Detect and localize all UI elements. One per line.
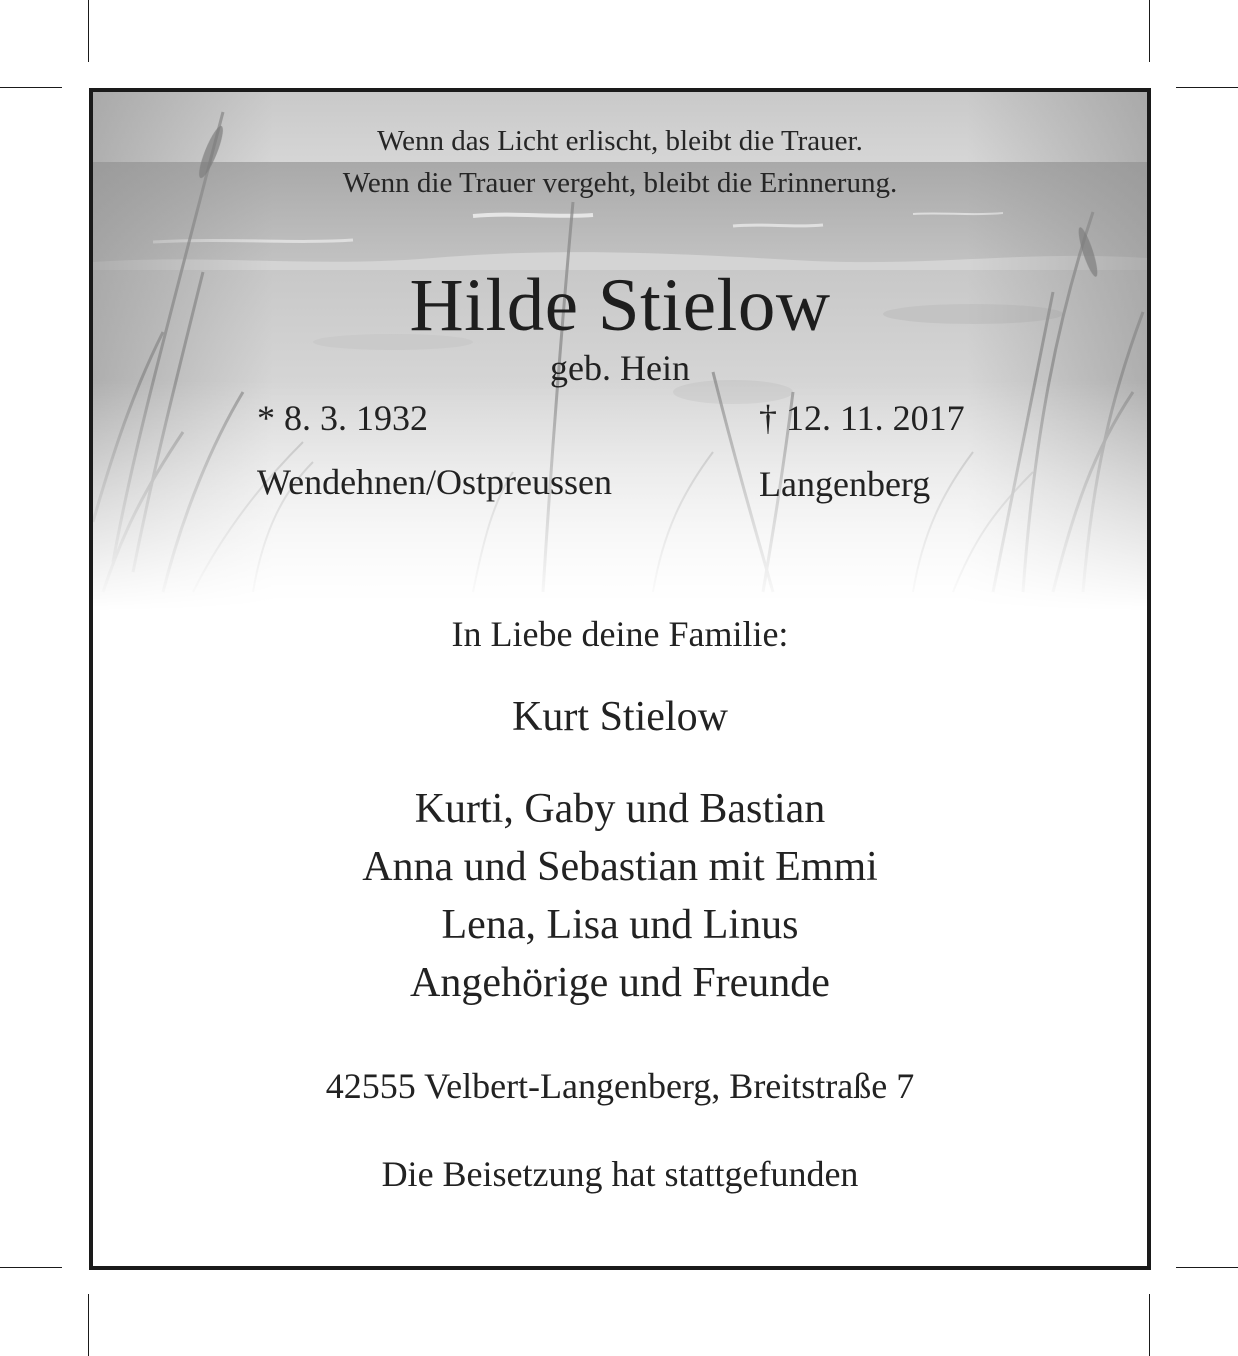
crop-mark-right-top xyxy=(1176,87,1238,88)
memorial-quote-line-2: Wenn die Trauer vergeht, bleibt die Erinnerung. xyxy=(342,167,898,199)
death-place: Langenberg xyxy=(759,464,931,504)
burial-note: Die Beisetzung hat stattgefunden xyxy=(381,1154,859,1194)
memorial-quote-line-1: Wenn das Licht erlischt, bleibt die Trauer. xyxy=(377,125,863,157)
family-member-line: Angehörige und Freunde xyxy=(410,960,830,1006)
deceased-name: Hilde Stielow xyxy=(409,264,831,347)
birth-date: * 8. 3. 1932 xyxy=(257,398,428,438)
crop-mark-top-right xyxy=(1149,0,1150,62)
spouse-name: Kurt Stielow xyxy=(512,694,728,740)
family-member-line: Anna und Sebastian mit Emmi xyxy=(362,844,878,890)
crop-mark-left-bottom xyxy=(0,1267,62,1268)
crop-mark-left-top xyxy=(0,87,62,88)
family-address: 42555 Velbert-Langenberg, Breitstraße 7 xyxy=(325,1066,915,1106)
death-date: † 12. 11. 2017 xyxy=(759,398,965,438)
crop-mark-top-left xyxy=(88,0,89,62)
crop-mark-bottom-left xyxy=(88,1294,89,1356)
maiden-name: geb. Hein xyxy=(550,348,690,388)
obituary-notice xyxy=(89,88,1151,1270)
birth-place: Wendehnen/Ostpreussen xyxy=(257,462,613,502)
family-intro: In Liebe deine Familie: xyxy=(451,614,789,654)
crop-mark-right-bottom xyxy=(1176,1267,1238,1268)
family-member-line: Lena, Lisa und Linus xyxy=(441,902,799,948)
crop-mark-bottom-right xyxy=(1149,1294,1150,1356)
family-member-line: Kurti, Gaby und Bastian xyxy=(414,786,826,832)
